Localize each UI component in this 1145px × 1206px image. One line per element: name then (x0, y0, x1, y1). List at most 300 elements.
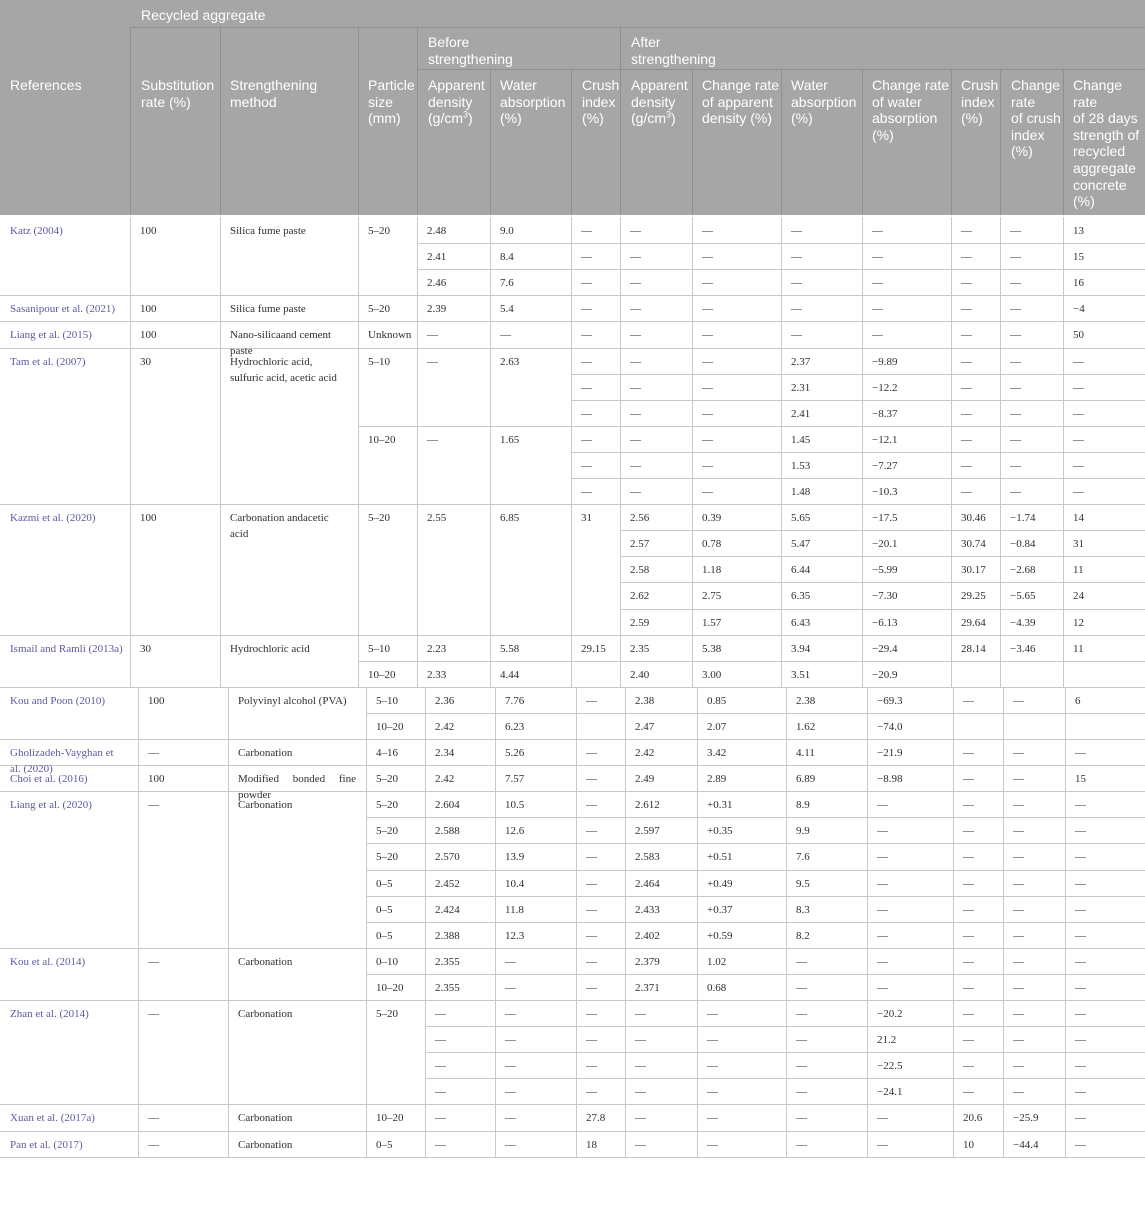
cell-cs: 6 (1075, 695, 1081, 707)
cell-bc: — (586, 695, 597, 707)
cell-aw: 8.9 (796, 799, 810, 811)
cell-ad: 2.433 (635, 904, 660, 916)
cell-cc: — (1013, 1008, 1024, 1020)
substitution-rate: — (148, 1139, 159, 1151)
cell-size: 4–16 (376, 747, 398, 759)
cell-ad: 2.35 (630, 643, 650, 655)
cell-aw: — (791, 329, 802, 341)
cell-size: 5–20 (376, 1008, 398, 1020)
cell-aw: 1.48 (791, 486, 811, 498)
strengthening-method: Carbonation (238, 1008, 293, 1020)
cell-bc: — (586, 878, 597, 890)
cell-bc: — (586, 799, 597, 811)
cell-ac: 29.64 (961, 617, 986, 629)
cell-aw: — (796, 1060, 807, 1072)
cell-bw: 13.9 (505, 851, 525, 863)
reference-link: Xuan et al. (2017a) (10, 1112, 95, 1124)
strengthening-method: Silica fume paste (230, 303, 306, 315)
cell-aw: 9.5 (796, 878, 810, 890)
cell-ac: — (961, 251, 972, 263)
strengthening-method: Carbonation (238, 1139, 293, 1151)
col-strengthening-method: Strengthening method (230, 77, 318, 110)
cell-cd: +0.35 (707, 825, 733, 837)
cell-size: 5–10 (368, 356, 390, 368)
cell-cd: 0.78 (702, 538, 722, 550)
cell-bd: 2.48 (427, 225, 447, 237)
cell-bc: — (586, 1086, 597, 1098)
cell-cd: 1.02 (707, 956, 727, 968)
cell-cw: — (877, 878, 888, 890)
reference-link: Gholizadeh-Vayghan et al. (2020) (10, 747, 114, 775)
cell-cw: −8.37 (872, 408, 898, 420)
cell-aw: 2.38 (796, 695, 816, 707)
cell-cw: — (877, 799, 888, 811)
cell-ad: 2.371 (635, 982, 660, 994)
cell-bc: 27.8 (586, 1112, 606, 1124)
reference-link: Choi et al. (2016) (10, 773, 88, 785)
cell-aw: — (796, 1139, 807, 1151)
cell-ac: — (961, 382, 972, 394)
cell-cw: — (877, 982, 888, 994)
cell-aw: 8.3 (796, 904, 810, 916)
cell-ac: 30.17 (961, 564, 986, 576)
substitution-rate: 100 (148, 695, 165, 707)
cell-cc: — (1013, 956, 1024, 968)
cell-bc: — (581, 382, 592, 394)
cell-bc: — (581, 277, 592, 289)
cell-bw: 2.63 (500, 356, 520, 368)
cell-cs: — (1075, 1112, 1086, 1124)
cell-bd: 2.39 (427, 303, 447, 315)
cell-bw: 1.65 (500, 434, 520, 446)
cell-cd: — (702, 460, 713, 472)
cell-cc: −5.65 (1010, 590, 1036, 602)
cell-bw: 10.5 (505, 799, 525, 811)
cell-cd: +0.51 (707, 851, 733, 863)
cell-bc: — (586, 982, 597, 994)
cell-cw: −8.98 (877, 773, 903, 785)
substitution-rate: — (148, 1112, 159, 1124)
cell-cs: — (1075, 982, 1086, 994)
group-after-strengthening: After strengthening (631, 34, 716, 67)
col-change-water-absorption: Change rate of water absorption (%) (872, 77, 950, 143)
cell-size: 0–5 (376, 930, 393, 942)
cell-aw: 6.35 (791, 590, 811, 602)
cell-cs: — (1073, 408, 1084, 420)
cell-ac: — (961, 408, 972, 420)
cell-cs: — (1073, 486, 1084, 498)
cell-ad: — (630, 277, 641, 289)
reference-link: Sasanipour et al. (2021) (10, 303, 116, 315)
cell-aw: — (796, 982, 807, 994)
cell-bw: — (505, 1112, 516, 1124)
strengthening-method: Nano-silicaand cement paste (230, 329, 332, 357)
cell-bd: — (435, 1060, 446, 1072)
cell-cw: — (877, 825, 888, 837)
cell-aw: — (796, 1086, 807, 1098)
cell-ac: — (961, 486, 972, 498)
cell-bd: 2.355 (435, 956, 460, 968)
cell-bw: — (505, 1139, 516, 1151)
substitution-rate: 30 (140, 356, 151, 368)
substitution-rate: 100 (148, 773, 165, 785)
cell-bc: — (586, 1060, 597, 1072)
substitution-rate: 100 (140, 329, 157, 341)
cell-ac: — (963, 982, 974, 994)
cell-bc: — (586, 1008, 597, 1020)
cell-aw: — (796, 1008, 807, 1020)
substitution-rate: — (148, 956, 159, 968)
col-substitution-rate: Substitution rate (%) (141, 77, 215, 110)
cell-ac: — (963, 799, 974, 811)
group-recycled-aggregate: Recycled aggregate (141, 7, 266, 23)
cell-aw: 1.45 (791, 434, 811, 446)
cell-cc: −1.74 (1010, 512, 1036, 524)
cell-cs: — (1075, 878, 1086, 890)
reference-link: Zhan et al. (2014) (10, 1008, 89, 1020)
cell-cd: 2.75 (702, 590, 722, 602)
reference-link: Kou and Poon (2010) (10, 695, 106, 707)
cell-cw: −20.2 (877, 1008, 903, 1020)
cell-cd: — (702, 434, 713, 446)
reference-link: Liang et al. (2015) (10, 329, 92, 341)
cell-aw: 8.2 (796, 930, 810, 942)
cell-bd: — (435, 1112, 446, 1124)
strengthening-method: Carbonation (238, 956, 293, 968)
cell-cw: −20.1 (872, 538, 898, 550)
cell-cc: — (1013, 695, 1024, 707)
cell-ad: 2.597 (635, 825, 660, 837)
strengthening-method: Carbonation (238, 1112, 293, 1124)
cell-ad: — (635, 1086, 646, 1098)
cell-size: 0–5 (376, 904, 393, 916)
cell-cc: — (1010, 408, 1021, 420)
cell-ad: 2.402 (635, 930, 660, 942)
group-before-strengthening: Before strengthening (428, 34, 513, 67)
substitution-rate: — (148, 747, 159, 759)
cell-cs: — (1073, 356, 1084, 368)
cell-ad: 2.56 (630, 512, 650, 524)
cell-cw: −69.3 (877, 695, 903, 707)
cell-bc: — (581, 434, 592, 446)
cell-aw: — (791, 303, 802, 315)
cell-ad: — (630, 434, 641, 446)
cell-aw: — (796, 1034, 807, 1046)
cell-bc: — (581, 225, 592, 237)
cell-cs: — (1073, 434, 1084, 446)
reference-link: Kou et al. (2014) (10, 956, 86, 968)
cell-cw: −7.30 (872, 590, 898, 602)
cell-bd: 2.42 (435, 773, 455, 785)
cell-cd: 0.39 (702, 512, 722, 524)
cell-cs: — (1075, 1060, 1086, 1072)
cell-bc: — (581, 329, 592, 341)
cell-cd: 0.68 (707, 982, 727, 994)
cell-cc: −0.84 (1010, 538, 1036, 550)
cell-cd: — (702, 225, 713, 237)
cell-cc: — (1010, 460, 1021, 472)
cell-bw: 12.3 (505, 930, 525, 942)
cell-aw: 2.31 (791, 382, 811, 394)
cell-cd: 3.42 (707, 747, 727, 759)
cell-cs: — (1075, 1139, 1086, 1151)
cell-cs: — (1075, 825, 1086, 837)
cell-cs: — (1075, 904, 1086, 916)
table-header (0, 0, 1145, 215)
cell-size: 5–20 (368, 225, 390, 237)
cell-bw: — (505, 1034, 516, 1046)
cell-aw: — (796, 956, 807, 968)
cell-bd: — (435, 1139, 446, 1151)
cell-size: 0–5 (376, 878, 393, 890)
cell-cs: 15 (1075, 773, 1086, 785)
cell-cc: — (1010, 225, 1021, 237)
cell-size: 10–20 (376, 1112, 404, 1124)
cell-bd: 2.42 (435, 721, 455, 733)
strengthening-method: Carbonation (238, 747, 293, 759)
strengthening-method: Hydrochloric acid (230, 643, 310, 655)
cell-cd: 2.07 (707, 721, 727, 733)
cell-cc: — (1013, 982, 1024, 994)
cell-cw: −24.1 (877, 1086, 903, 1098)
cell-bd: 2.424 (435, 904, 460, 916)
cell-cw: −20.9 (872, 669, 898, 681)
cell-size: 10–20 (368, 669, 396, 681)
cell-ac: — (961, 329, 972, 341)
col-before-crush-index: Crush index (%) (582, 77, 620, 127)
cell-cw: −6.13 (872, 617, 898, 629)
cell-ad: — (630, 382, 641, 394)
cell-bd: 2.604 (435, 799, 460, 811)
cell-cc: — (1013, 851, 1024, 863)
cell-cw: −12.1 (872, 434, 898, 446)
reference-link: Pan et al. (2017) (10, 1139, 83, 1151)
col-change-crush-index: Change rate of crush index (%) (1011, 77, 1061, 160)
cell-cd: 2.89 (707, 773, 727, 785)
cell-aw: 6.89 (796, 773, 816, 785)
cell-cd: +0.59 (707, 930, 733, 942)
cell-cc: −2.68 (1010, 564, 1036, 576)
cell-aw: 7.6 (796, 851, 810, 863)
cell-bd: — (427, 356, 438, 368)
cell-cs: — (1075, 799, 1086, 811)
cell-bd: — (427, 329, 438, 341)
substitution-rate: 100 (140, 225, 157, 237)
cell-ac: — (963, 695, 974, 707)
cell-aw: 3.51 (791, 669, 811, 681)
cell-cc: — (1010, 251, 1021, 263)
cell-bc: — (586, 956, 597, 968)
cell-ad: 2.379 (635, 956, 660, 968)
cell-cs: 11 (1073, 564, 1084, 576)
cell-bc: — (586, 825, 597, 837)
cell-ac: — (963, 1034, 974, 1046)
cell-bw: 11.8 (505, 904, 524, 916)
cell-ad: — (630, 251, 641, 263)
cell-size: 5–10 (376, 695, 398, 707)
cell-bc: — (586, 1034, 597, 1046)
col-change-apparent-density: Change rate of apparent density (%) (702, 77, 780, 127)
cell-ad: — (635, 1008, 646, 1020)
cell-cw: 21.2 (877, 1034, 897, 1046)
cell-bd: 2.588 (435, 825, 460, 837)
cell-bd: 2.355 (435, 982, 460, 994)
cell-cs: 14 (1073, 512, 1084, 524)
cell-bd: — (427, 434, 438, 446)
cell-cc: — (1010, 356, 1021, 368)
cell-ac: — (961, 303, 972, 315)
cell-ad: — (630, 356, 641, 368)
cell-cs: — (1075, 747, 1086, 759)
cell-cw: — (872, 329, 883, 341)
cell-aw: 4.11 (796, 747, 815, 759)
cell-bw: 7.76 (505, 695, 525, 707)
cell-ad: — (635, 1112, 646, 1124)
cell-cc: — (1013, 1034, 1024, 1046)
cell-aw: — (791, 277, 802, 289)
cell-cd: — (707, 1139, 718, 1151)
cell-bw: — (505, 1086, 516, 1098)
cell-aw: 5.65 (791, 512, 811, 524)
cell-ad: 2.612 (635, 799, 660, 811)
cell-aw: — (796, 1112, 807, 1124)
cell-cd: — (702, 408, 713, 420)
cell-size: 10–20 (376, 982, 404, 994)
cell-ac: — (963, 930, 974, 942)
cell-cd: — (702, 329, 713, 341)
reference-link: Ismail and Ramli (2013a) (10, 643, 123, 655)
cell-bd: — (435, 1008, 446, 1020)
cell-size: 5–20 (368, 512, 390, 524)
cell-cs: — (1073, 382, 1084, 394)
cell-size: 10–20 (368, 434, 396, 446)
cell-bw: 5.26 (505, 747, 525, 759)
cell-cc: — (1013, 904, 1024, 916)
cell-ad: 2.62 (630, 590, 650, 602)
cell-cd: — (707, 1086, 718, 1098)
cell-cd: 5.38 (702, 643, 722, 655)
cell-ac: — (963, 878, 974, 890)
col-after-crush-index: Crush index (%) (961, 77, 999, 127)
cell-cc: — (1010, 277, 1021, 289)
cell-bd: — (435, 1034, 446, 1046)
col-after-apparent-density: Apparent density $(g/cm^3)$ (631, 77, 688, 127)
cell-bc: — (581, 460, 592, 472)
cell-cw: — (877, 904, 888, 916)
cell-bw: 8.4 (500, 251, 514, 263)
cell-cw: — (877, 851, 888, 863)
substitution-rate: 30 (140, 643, 151, 655)
cell-cd: +0.49 (707, 878, 733, 890)
cell-cw: −10.3 (872, 486, 898, 498)
substitution-rate: 100 (140, 512, 157, 524)
cell-cs: −4 (1073, 303, 1085, 315)
cell-bw: 10.4 (505, 878, 525, 890)
cell-cs: 11 (1073, 643, 1084, 655)
cell-bd: 2.452 (435, 878, 460, 890)
cell-bd: 2.570 (435, 851, 460, 863)
cell-ad: 2.49 (635, 773, 655, 785)
cell-ac: 29.25 (961, 590, 986, 602)
cell-ac: 30.46 (961, 512, 986, 524)
cell-size: 10–20 (376, 721, 404, 733)
cell-bc: 29.15 (581, 643, 606, 655)
cell-cw: −29.4 (872, 643, 898, 655)
cell-ad: 2.40 (630, 669, 650, 681)
cell-cw: — (872, 277, 883, 289)
cell-size: 5–20 (376, 799, 398, 811)
cell-ad: 2.57 (630, 538, 650, 550)
cell-aw: — (791, 225, 802, 237)
cell-cs: 15 (1073, 251, 1084, 263)
cell-bc: — (586, 904, 597, 916)
cell-size: Unknown (368, 329, 412, 341)
cell-cd: — (707, 1034, 718, 1046)
cell-cs: 12 (1073, 617, 1084, 629)
cell-cc: — (1010, 434, 1021, 446)
cell-cs: — (1073, 460, 1084, 472)
cell-cc: — (1010, 303, 1021, 315)
strengthening-method: Modified bonded fine powder (238, 773, 356, 801)
cell-bc: 31 (581, 512, 592, 524)
cell-cs: — (1075, 1034, 1086, 1046)
cell-cc: — (1013, 773, 1024, 785)
cell-ad: — (630, 303, 641, 315)
cell-ac: — (961, 434, 972, 446)
cell-cs: — (1075, 1008, 1086, 1020)
cell-bd: — (435, 1086, 446, 1098)
cell-ac: — (963, 1060, 974, 1072)
cell-aw: 2.41 (791, 408, 811, 420)
cell-bc: — (581, 486, 592, 498)
cell-cd: — (707, 1112, 718, 1124)
cell-bc: — (586, 773, 597, 785)
reference-link: Kazmi et al. (2020) (10, 512, 96, 524)
cell-ad: — (635, 1034, 646, 1046)
cell-size: 5–20 (368, 303, 390, 315)
cell-cd: — (707, 1008, 718, 1020)
cell-aw: 6.43 (791, 617, 811, 629)
cell-cw: — (877, 956, 888, 968)
cell-bw: 5.58 (500, 643, 520, 655)
cell-bw: 7.6 (500, 277, 514, 289)
cell-aw: — (791, 251, 802, 263)
cell-ac: 28.14 (961, 643, 986, 655)
cell-ac: — (963, 1086, 974, 1098)
cell-bc: — (581, 303, 592, 315)
col-references: References (10, 77, 82, 93)
cell-ad: 2.42 (635, 747, 655, 759)
cell-ad: — (630, 329, 641, 341)
cell-cs: 31 (1073, 538, 1084, 550)
cell-size: 5–20 (376, 773, 398, 785)
cell-bd: 2.55 (427, 512, 447, 524)
cell-cd: +0.37 (707, 904, 733, 916)
cell-size: 5–20 (376, 851, 398, 863)
cell-cd: 1.57 (702, 617, 722, 629)
cell-bd: 2.388 (435, 930, 460, 942)
cell-bd: 2.33 (427, 669, 447, 681)
cell-ac: — (963, 773, 974, 785)
cell-cc: −44.4 (1013, 1139, 1039, 1151)
cell-cs: — (1075, 851, 1086, 863)
cell-cw: −12.2 (872, 382, 898, 394)
cell-cc: −3.46 (1010, 643, 1036, 655)
cell-bw: 5.4 (500, 303, 514, 315)
cell-ac: — (961, 277, 972, 289)
cell-cd: — (702, 251, 713, 263)
cell-bc: — (581, 408, 592, 420)
